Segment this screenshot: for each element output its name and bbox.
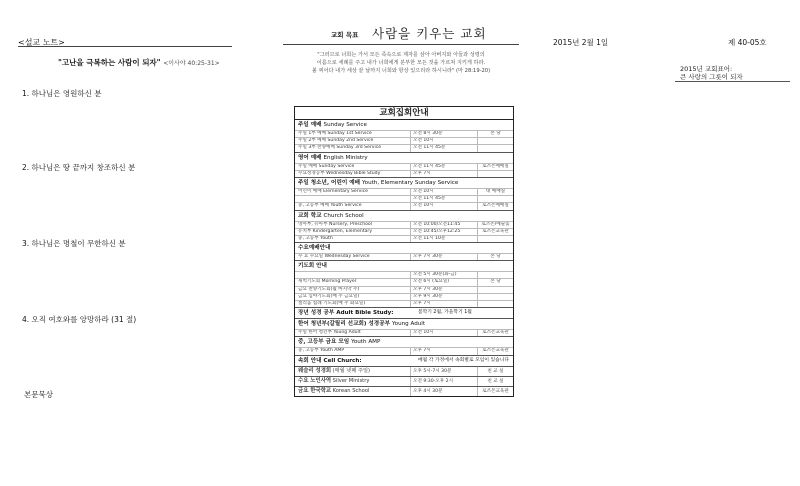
row-event [295,196,410,202]
row-time: 오후 7시 30분 [410,287,477,293]
row-place [477,287,513,293]
meeting-section-heading [295,120,513,130]
table-row [295,163,513,170]
table-row [295,293,513,300]
row-time: 오후 7시 30분 [410,254,477,260]
row-event: 중, 고등부 예배 Youth Service [298,203,362,209]
table-row [295,188,513,195]
row-place [477,171,513,177]
church-meeting-guide [294,106,514,397]
meeting-section-heading [295,153,513,163]
meeting-line [295,387,513,396]
sermon-note-label: <설교 노트> [18,38,65,47]
table-row [295,170,513,177]
table-row [295,228,513,235]
table-row [295,144,513,151]
row-event: 금요 찬양기도회(월 마지막 주) [298,286,360,292]
row-event: 유치부 Kindergarten, Elementary [298,228,373,234]
row-place: 대 예배실 [477,189,513,195]
section-title-ko: 주일 청소년, 어린이 예배 [298,179,361,186]
year-motto-label: 2015년 교회표어: [680,65,733,73]
meeting-section-heading [295,243,513,253]
row-time: 오전 10:45/오후12:25 [410,229,477,235]
table-row [295,329,513,336]
table-row [295,271,513,278]
row-time: 오후 7시 [410,348,477,354]
scripture-line-2: 이름으로 세례를 주고 내가 너희에게 분부한 모든 것을 가르쳐 지키게 하라. [316,60,486,66]
meeting-section [295,178,513,211]
sermon-point-1: 1. 하나님은 영원하신 분 [22,89,102,98]
row-place [477,196,513,202]
table-row [295,195,513,202]
meeting-note [295,308,513,319]
church-goal-heading: 교회 목표 [331,31,359,39]
table-row [295,137,513,144]
row-time: 오후 5시-7시 30분 [410,367,477,376]
meeting-guide-title: 교회집회안내 [295,107,513,120]
section-title-en: Youth AMP [351,339,381,346]
section-title-ko: 수요예배안내 [298,245,331,252]
scripture-line-1: "그러므로 너희는 가서 모든 족속으로 제자를 삼아 아버지와 아들과 성령의 [317,52,485,58]
note-label: 속회 안내 Cell Church: [298,357,362,364]
section-title-ko: 한어 청년부(갈릴리 선교회) 성경공부 [298,321,391,328]
section-title-en: Youth, Elementary Sunday Service [361,179,459,186]
meeting-section-heading [295,319,513,329]
section-title-ko: 기도회 안내 [298,263,327,270]
row-time: 오후 7시 [410,301,477,307]
row-event: 금요 심야기도회(매 주 금요일) [298,293,360,299]
row-time: 오전 11시 10분 [410,236,477,242]
row-place [477,145,513,151]
row-event: 중, 고등부 Youth AMP [298,348,345,354]
row-event: 수요성경공부 Wednesday Bible Study [298,170,381,176]
year-motto-text: 큰 사랑의 그릇이 되자 [680,73,743,81]
sermon-point-2: 2. 하나님은 땅 끝까지 창조하신 분 [22,163,136,172]
row-time: 오전 11시 45분 [410,196,477,202]
row-event: 영아부, 유아부 Nursery, Preschool [298,221,373,227]
row-place: 본 당 [477,131,513,137]
table-row [295,278,513,285]
sermon-note-rule [18,46,232,47]
row-place: 친 교 실 [477,377,513,386]
row-place [477,272,513,278]
row-time: 오전 8시 30분 [410,131,477,137]
row-place [477,294,513,300]
meeting-section [295,337,513,355]
table-row [295,235,513,242]
row-time: 오전 10시 [410,330,477,336]
table-row [295,130,513,137]
row-place [477,301,513,307]
row-place: 로즈몬교육관 [477,330,513,336]
table-row [295,286,513,293]
issue-date: 2015년 2월 1일 [553,38,609,47]
scripture-line-3: 볼 찌어다 내가 세상 끝 날까지 너희와 항상 있으리라 하시니라" (마 28:19-20) [311,68,491,74]
row-event: 중, 고등부 Youth [298,235,333,241]
section-title-en: Sunday Service [323,122,367,128]
row-event: 주일 2부 예배 Sunday 2nd Service [298,138,374,144]
row-time: 오전 10:00/오전11:45 [410,222,477,228]
row-time: 오전 11시 45분 [410,145,477,151]
row-time: 오후 9시 30분 [410,294,477,300]
line-title-ko: 웨슬리 성경회 [298,367,332,374]
row-event: 새벽기도회 Morning Prayer [298,279,357,285]
section-title-en: Church School [323,212,364,219]
table-row [295,253,513,260]
section-title-en: English Ministry [323,154,368,161]
row-place: 로즈몬교육관 [477,348,513,354]
section-title-ko: 중, 고등부 금요 모임 [298,339,350,346]
table-row [295,221,513,228]
meditation-label: 본문묵상 [24,390,53,399]
row-time: 오전 10시 [410,189,477,195]
row-place: 친 교 실 [477,367,513,376]
row-event: 주일 3부 찬양예배 Sunday 3rd Service [298,145,382,151]
section-title-ko: 영어 예배 [298,154,322,161]
row-place: 로즈몬교육관 [477,229,513,235]
table-row [295,347,513,354]
section-title-ko: 교회 학교 [298,212,322,219]
church-slogan: 사람을 키우는 교회 [372,26,487,41]
note-label: 장년 성경 공부 Adult Bible Study: [298,310,394,317]
meeting-note [295,356,513,367]
row-place: 본 당 [477,254,513,260]
row-time: 오후 7시 [410,171,477,177]
year-motto-rule [675,81,790,82]
meeting-line [295,377,513,387]
row-event: 주일 1부 예배 Sunday 1st Service [298,131,372,136]
row-time: 오전 6시 (토요일) [410,279,477,285]
row-event: 수 요 수요일 Wednesday Service [298,254,370,260]
sermon-title-text: "고난을 극복하는 사람이 되자" [58,58,161,67]
line-title-ko: 금요 한국학교 [298,387,332,394]
row-time: 오전 5시 30분(화-금) [410,272,477,278]
row-place: 로즈몬예배실 [477,203,513,209]
section-title-ko: 주일 예배 [298,122,322,128]
row-place: 본 당 [477,279,513,285]
meeting-section [295,153,513,178]
row-event: 셀리움 침례 기도회(매 주 화요일) [298,301,366,306]
row-place: 로즈몬/예술홀 [477,222,513,228]
line-title-ko: 수요 노인사역 [298,377,332,384]
row-place [477,236,513,242]
note-text: 매월 각 가정에서 속회별로 모임이 있습니다 [418,357,510,363]
line-title-en: (매월 넷째 주일) [332,367,371,374]
meeting-section [295,120,513,153]
line-title-en: Silver Ministry [332,377,370,384]
sermon-point-4: 4. 오직 여호와를 앙망하라 (31 절) [22,315,137,324]
row-place [477,138,513,144]
row-event [295,272,410,278]
row-place: 로즈몬교육관 [477,387,513,396]
meeting-section-heading [295,261,513,271]
row-event: 주일 예배 Sunday Service [298,163,355,169]
line-title-en: Korean School [332,387,370,394]
row-time: 오전 11시 45분 [410,164,477,170]
meeting-line [295,367,513,377]
meeting-section-heading [295,211,513,221]
table-row [295,202,513,209]
row-place: 로즈몬예배실 [477,164,513,170]
row-time: 오전 10시 [410,138,477,144]
row-time: 오후 4시 30분 [410,387,477,396]
issue-number: 제 40-05호 [728,38,767,47]
row-event: 어린이 예배 Elementary Service [298,188,368,194]
row-time: 오전 9:30-오후 2시 [410,377,477,386]
sermon-reference: <이사야 40:25-31> [163,60,220,67]
meeting-section-heading [295,337,513,347]
sermon-point-3: 3. 하나님은 명철이 무한하신 분 [22,239,126,248]
row-event: 주일 한어 청년부 Young Adult [298,330,361,336]
meeting-section [295,261,513,308]
section-title-en: Young Adult [391,321,426,328]
note-text: 봄학기 2월, 가을학기 1월 [418,310,472,316]
meeting-section [295,211,513,244]
header-rule [283,44,519,45]
meeting-section [295,243,513,261]
sermon-title [58,57,220,68]
row-time: 오전 10시 [410,203,477,209]
meeting-section-heading [295,178,513,188]
table-row [295,300,513,307]
meeting-section [295,319,513,337]
